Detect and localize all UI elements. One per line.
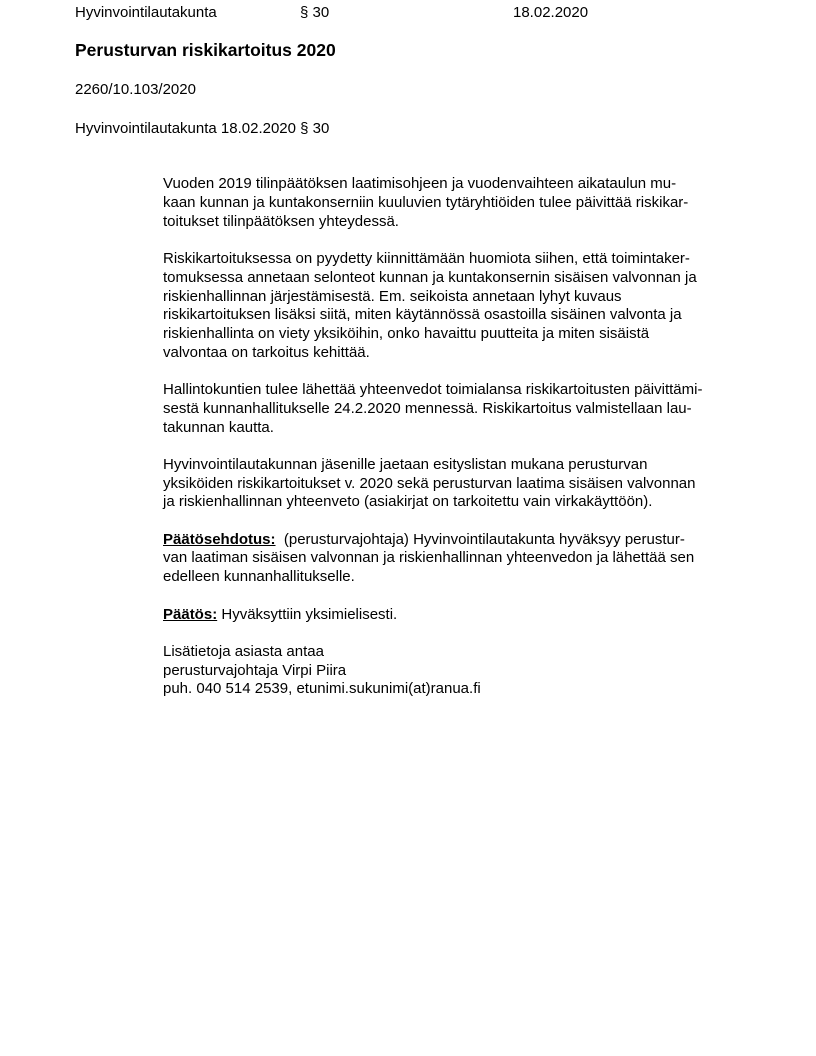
document-body — [163, 175, 763, 699]
decision-proposal-first-line — [163, 531, 763, 550]
text-line: tomuksessa annetaan selonteot kunnan ja kuntakonsernin sisäisen valvonnan ja — [163, 268, 697, 286]
decision-proposal-paragraph — [163, 531, 763, 587]
case-number: 2260/10.103/2020 — [75, 81, 196, 98]
text-line: Riskikartoituksessa on pyydetty kiinnittämään huomiota siihen, että toimintaker- — [163, 250, 690, 268]
text-line: takunnan kautta. — [163, 418, 274, 436]
reference-line: Hyvinvointilautakunta 18.02.2020 § 30 — [75, 119, 330, 137]
document-header — [75, 4, 816, 23]
text-line: yksiköiden riskikartoitukset v. 2020 sekä perusturvan laatima sisäisen valvonnan — [163, 474, 696, 492]
decision-text: Hyväksyttiin yksimielisesti. — [217, 605, 398, 623]
text-line: sestä kunnanhallitukselle 24.2.2020 mennessä. Riskikartoitus valmistellaan lau- — [163, 399, 692, 417]
text-line: Hallintokuntien tulee lähettää yhteenvedot toimialansa riskikartoitusten päivittämi- — [163, 381, 703, 399]
decision-proposal-text: (perusturvajohtaja) Hyvinvointilautakunta hyväksyy perustur- — [275, 530, 685, 548]
text-line: kaan kunnan ja kuntakonserniin kuuluvien tytäryhtiöiden tulee päivittää riskikar- — [163, 194, 689, 212]
text-line: puh. 040 514 2539, etunimi.sukunimi(at)ranua.fi — [163, 680, 481, 698]
text-line: Hyvinvointilautakunnan jäsenille jaetaan esityslistan mukana perusturvan — [163, 455, 648, 473]
decision-proposal-rest-lines — [163, 549, 763, 586]
paragraph-deadline — [163, 381, 763, 437]
text-line: Vuoden 2019 tilinpäätöksen laatimisohjeen ja vuodenvaihteen aikataulun mu- — [163, 175, 677, 193]
text-line: van laatiman sisäisen valvonnan ja riskienhallinnan yhteenvedon ja lähettää sen — [163, 549, 695, 567]
header-committee: Hyvinvointilautakunta — [75, 4, 217, 21]
text-line: ja riskienhallinnan yhteenveto (asiakirjat on tarkoitettu vain virkakäyttöön). — [163, 493, 653, 511]
text-line: riskikartoituksen lisäksi siitä, miten käytännössä osastoilla sisäinen valvonta ja — [163, 306, 682, 324]
decision-proposal-label: Päätösehdotus: — [163, 530, 276, 548]
contact-info — [163, 643, 763, 699]
document-title: Perusturvan riskikartoitus 2020 — [75, 40, 336, 60]
header-date: 18.02.2020 — [513, 4, 589, 21]
text-line: edelleen kunnanhallitukselle. — [163, 568, 355, 586]
text-line: riskienhallinta on viety yksiköihin, onko havaittu puutteita ja miten sisäistä — [163, 325, 650, 343]
decision-line — [163, 606, 763, 625]
decision-paragraph — [163, 606, 763, 625]
text-line: riskienhallinnan järjestämisestä. Em. seikoista annetaan lyhyt kuvaus — [163, 287, 622, 305]
paragraph-distribution — [163, 456, 763, 512]
text-line: toitukset tilinpäätöksen yhteydessä. — [163, 212, 399, 230]
paragraph-guidance — [163, 175, 763, 231]
text-line: valvontaa on tarkoitus kehittää. — [163, 343, 370, 361]
text-line: Lisätietoja asiasta antaa — [163, 642, 324, 660]
paragraph-risk-survey-focus — [163, 250, 763, 362]
header-section-number: § 30 — [300, 4, 330, 21]
text-line: perusturvajohtaja Virpi Piira — [163, 661, 347, 679]
decision-label: Päätös: — [163, 605, 218, 623]
